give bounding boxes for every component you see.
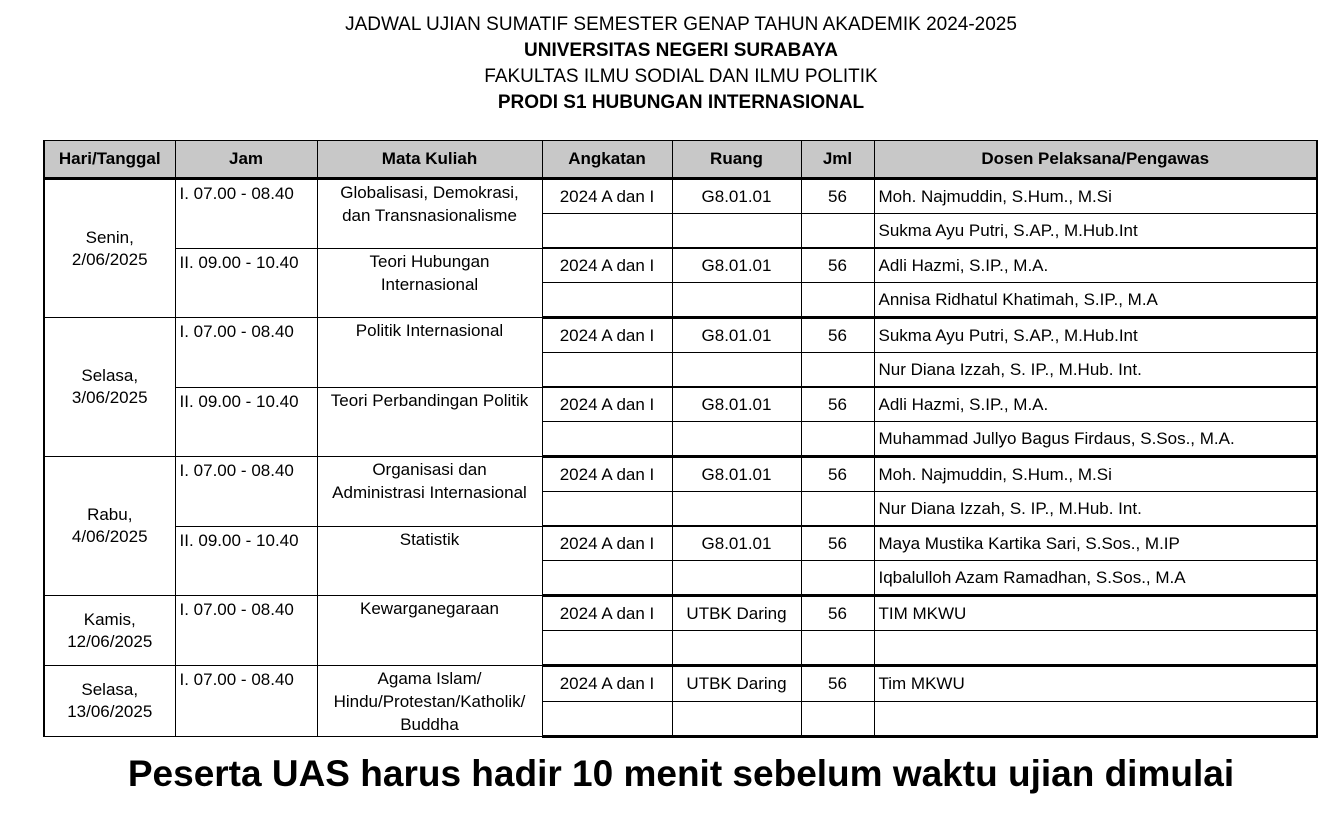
course-name-line: dan Transnasionalisme [342,206,517,225]
course-name [317,666,542,737]
day-date-cell [44,596,175,666]
exam-date: 12/06/2025 [67,631,153,651]
room: G8.01.01 [672,248,801,283]
participant-count: 56 [801,318,874,353]
table-row [44,666,1317,702]
day-name: Selasa, [81,366,139,385]
participant-count-empty [801,631,874,666]
participant-count-empty [801,701,874,737]
room-empty [672,492,801,527]
day-name: Senin, [85,227,134,247]
exam-date: 13/06/2025 [67,702,153,721]
exam-date: 2/06/2025 [71,249,148,269]
course-name [317,179,542,249]
lecturer: Tim MKWU [874,666,1317,702]
day-date-cell [44,318,175,457]
room-empty [672,631,801,666]
lecturer: Moh. Najmuddin, S.Hum., M.Si [874,457,1317,492]
exam-time: II. 09.00 - 10.40 [175,387,317,457]
course-name [317,318,542,388]
participant-count: 56 [801,457,874,492]
room: G8.01.01 [672,526,801,561]
course-name-line: Hindu/Protestan/Katholik/ [333,692,526,711]
room-empty [672,283,801,318]
exam-time: II. 09.00 - 10.40 [175,248,317,318]
room: G8.01.01 [672,387,801,422]
cohort: 2024 A dan I [542,526,672,561]
col-header-jml: Jml [801,141,874,179]
cohort-empty [542,492,672,527]
participant-count: 56 [801,666,874,702]
course-name-line: Statistik [399,529,460,549]
invigilator: Muhammad Jullyo Bagus Firdaus, S.Sos., M.A. [874,422,1317,457]
exam-time: I. 07.00 - 08.40 [175,179,317,249]
day-name: Kamis, [83,609,136,629]
col-header-ruang: Ruang [672,141,801,179]
cohort: 2024 A dan I [542,596,672,631]
participant-count: 56 [801,387,874,422]
invigilator [874,701,1317,737]
participant-count-empty [801,492,874,527]
exam-time: I. 07.00 - 08.40 [175,596,317,666]
room: UTBK Daring [672,596,801,631]
course-name-line: Buddha [400,715,459,734]
day-date-cell [44,457,175,596]
participant-count-empty [801,561,874,596]
cohort-empty [542,561,672,596]
lecturer: Adli Hazmi, S.IP., M.A. [874,387,1317,422]
footer-notice: Peserta UAS harus hadir 10 menit sebelum waktu ujian dimulai [127,753,1235,794]
exam-date: 4/06/2025 [71,527,148,546]
day-name: Selasa, [81,680,139,699]
cohort: 2024 A dan I [542,318,672,353]
exam-time: II. 09.00 - 10.40 [175,526,317,596]
table-row [44,318,1317,353]
room: G8.01.01 [672,318,801,353]
invigilator: Sukma Ayu Putri, S.AP., M.Hub.Int [874,214,1317,249]
room-empty [672,561,801,596]
course-name-line: Teori Perbandingan Politik [330,390,529,410]
day-name: Rabu, [87,505,133,524]
table-row [44,179,1317,214]
participant-count: 56 [801,179,874,214]
lecturer: TIM MKWU [874,596,1317,631]
participant-count-empty [801,353,874,388]
table-row [44,457,1317,492]
cohort-empty [542,353,672,388]
room-empty [672,214,801,249]
course-name-line: Agama Islam/ [377,669,482,688]
invigilator [874,631,1317,666]
course-name-line: Politik Internasional [355,321,504,340]
course-name-line: Globalisasi, Demokrasi, [340,183,519,202]
cohort: 2024 A dan I [542,457,672,492]
cohort-empty [542,214,672,249]
lecturer: Moh. Najmuddin, S.Hum., M.Si [874,179,1317,214]
header-title: JADWAL UJIAN SUMATIF SEMESTER GENAP TAHUN AKADEMIK 2024-2025 [345,14,1017,35]
course-name [317,596,542,666]
room-empty [672,422,801,457]
room-empty [672,353,801,388]
table-row [44,526,1317,561]
schedule-body [44,179,1317,737]
room-empty [672,701,801,737]
col-header-hari: Hari/Tanggal [44,141,175,179]
participant-count-empty [801,283,874,318]
table-header-row [44,141,1317,179]
participant-count: 56 [801,526,874,561]
day-date-cell [44,179,175,318]
invigilator: Iqbalulloh Azam Ramadhan, S.Sos., M.A [874,561,1317,596]
course-name [317,387,542,457]
course-name [317,248,542,318]
room: UTBK Daring [672,666,801,702]
cohort: 2024 A dan I [542,248,672,283]
col-header-mata-kuliah: Mata Kuliah [317,141,542,179]
header-faculty: FAKULTAS ILMU SODIAL DAN ILMU POLITIK [484,66,878,87]
participant-count-empty [801,422,874,457]
course-name-line: Internasional [380,274,479,294]
col-header-jam: Jam [175,141,317,179]
exam-time: I. 07.00 - 08.40 [175,318,317,388]
table-row [44,387,1317,422]
exam-time: I. 07.00 - 08.40 [175,457,317,527]
document-header [0,12,1342,116]
header-program: PRODI S1 HUBUNGAN INTERNASIONAL [497,92,865,113]
cohort: 2024 A dan I [542,387,672,422]
cohort: 2024 A dan I [542,666,672,702]
lecturer: Sukma Ayu Putri, S.AP., M.Hub.Int [874,318,1317,353]
exam-time: I. 07.00 - 08.40 [175,666,317,737]
cohort-empty [542,701,672,737]
table-row [44,248,1317,283]
lecturer: Adli Hazmi, S.IP., M.A. [874,248,1317,283]
course-name [317,457,542,527]
invigilator: Annisa Ridhatul Khatimah, S.IP., M.A [874,283,1317,318]
course-name-line: Administrasi Internasional [332,483,527,502]
day-date-cell [44,666,175,737]
cohort-empty [542,631,672,666]
lecturer: Maya Mustika Kartika Sari, S.Sos., M.IP [874,526,1317,561]
exam-date: 3/06/2025 [71,388,148,407]
participant-count: 56 [801,248,874,283]
course-name-line: Organisasi dan [372,460,487,479]
header-university: UNIVERSITAS NEGERI SURABAYA [524,40,838,61]
col-header-angkatan: Angkatan [542,141,672,179]
col-header-dosen: Dosen Pelaksana/Pengawas [874,141,1317,179]
course-name-line: Kewarganegaraan [360,599,499,618]
cohort-empty [542,283,672,318]
table-row [44,596,1317,631]
participant-count-empty [801,214,874,249]
cohort-empty [542,422,672,457]
cohort: 2024 A dan I [542,179,672,214]
room: G8.01.01 [672,179,801,214]
room: G8.01.01 [672,457,801,492]
invigilator: Nur Diana Izzah, S. IP., M.Hub. Int. [874,353,1317,388]
participant-count: 56 [801,596,874,631]
invigilator: Nur Diana Izzah, S. IP., M.Hub. Int. [874,492,1317,527]
course-name [317,526,542,596]
schedule-table [43,140,1318,738]
course-name-line: Teori Hubungan [369,251,490,271]
